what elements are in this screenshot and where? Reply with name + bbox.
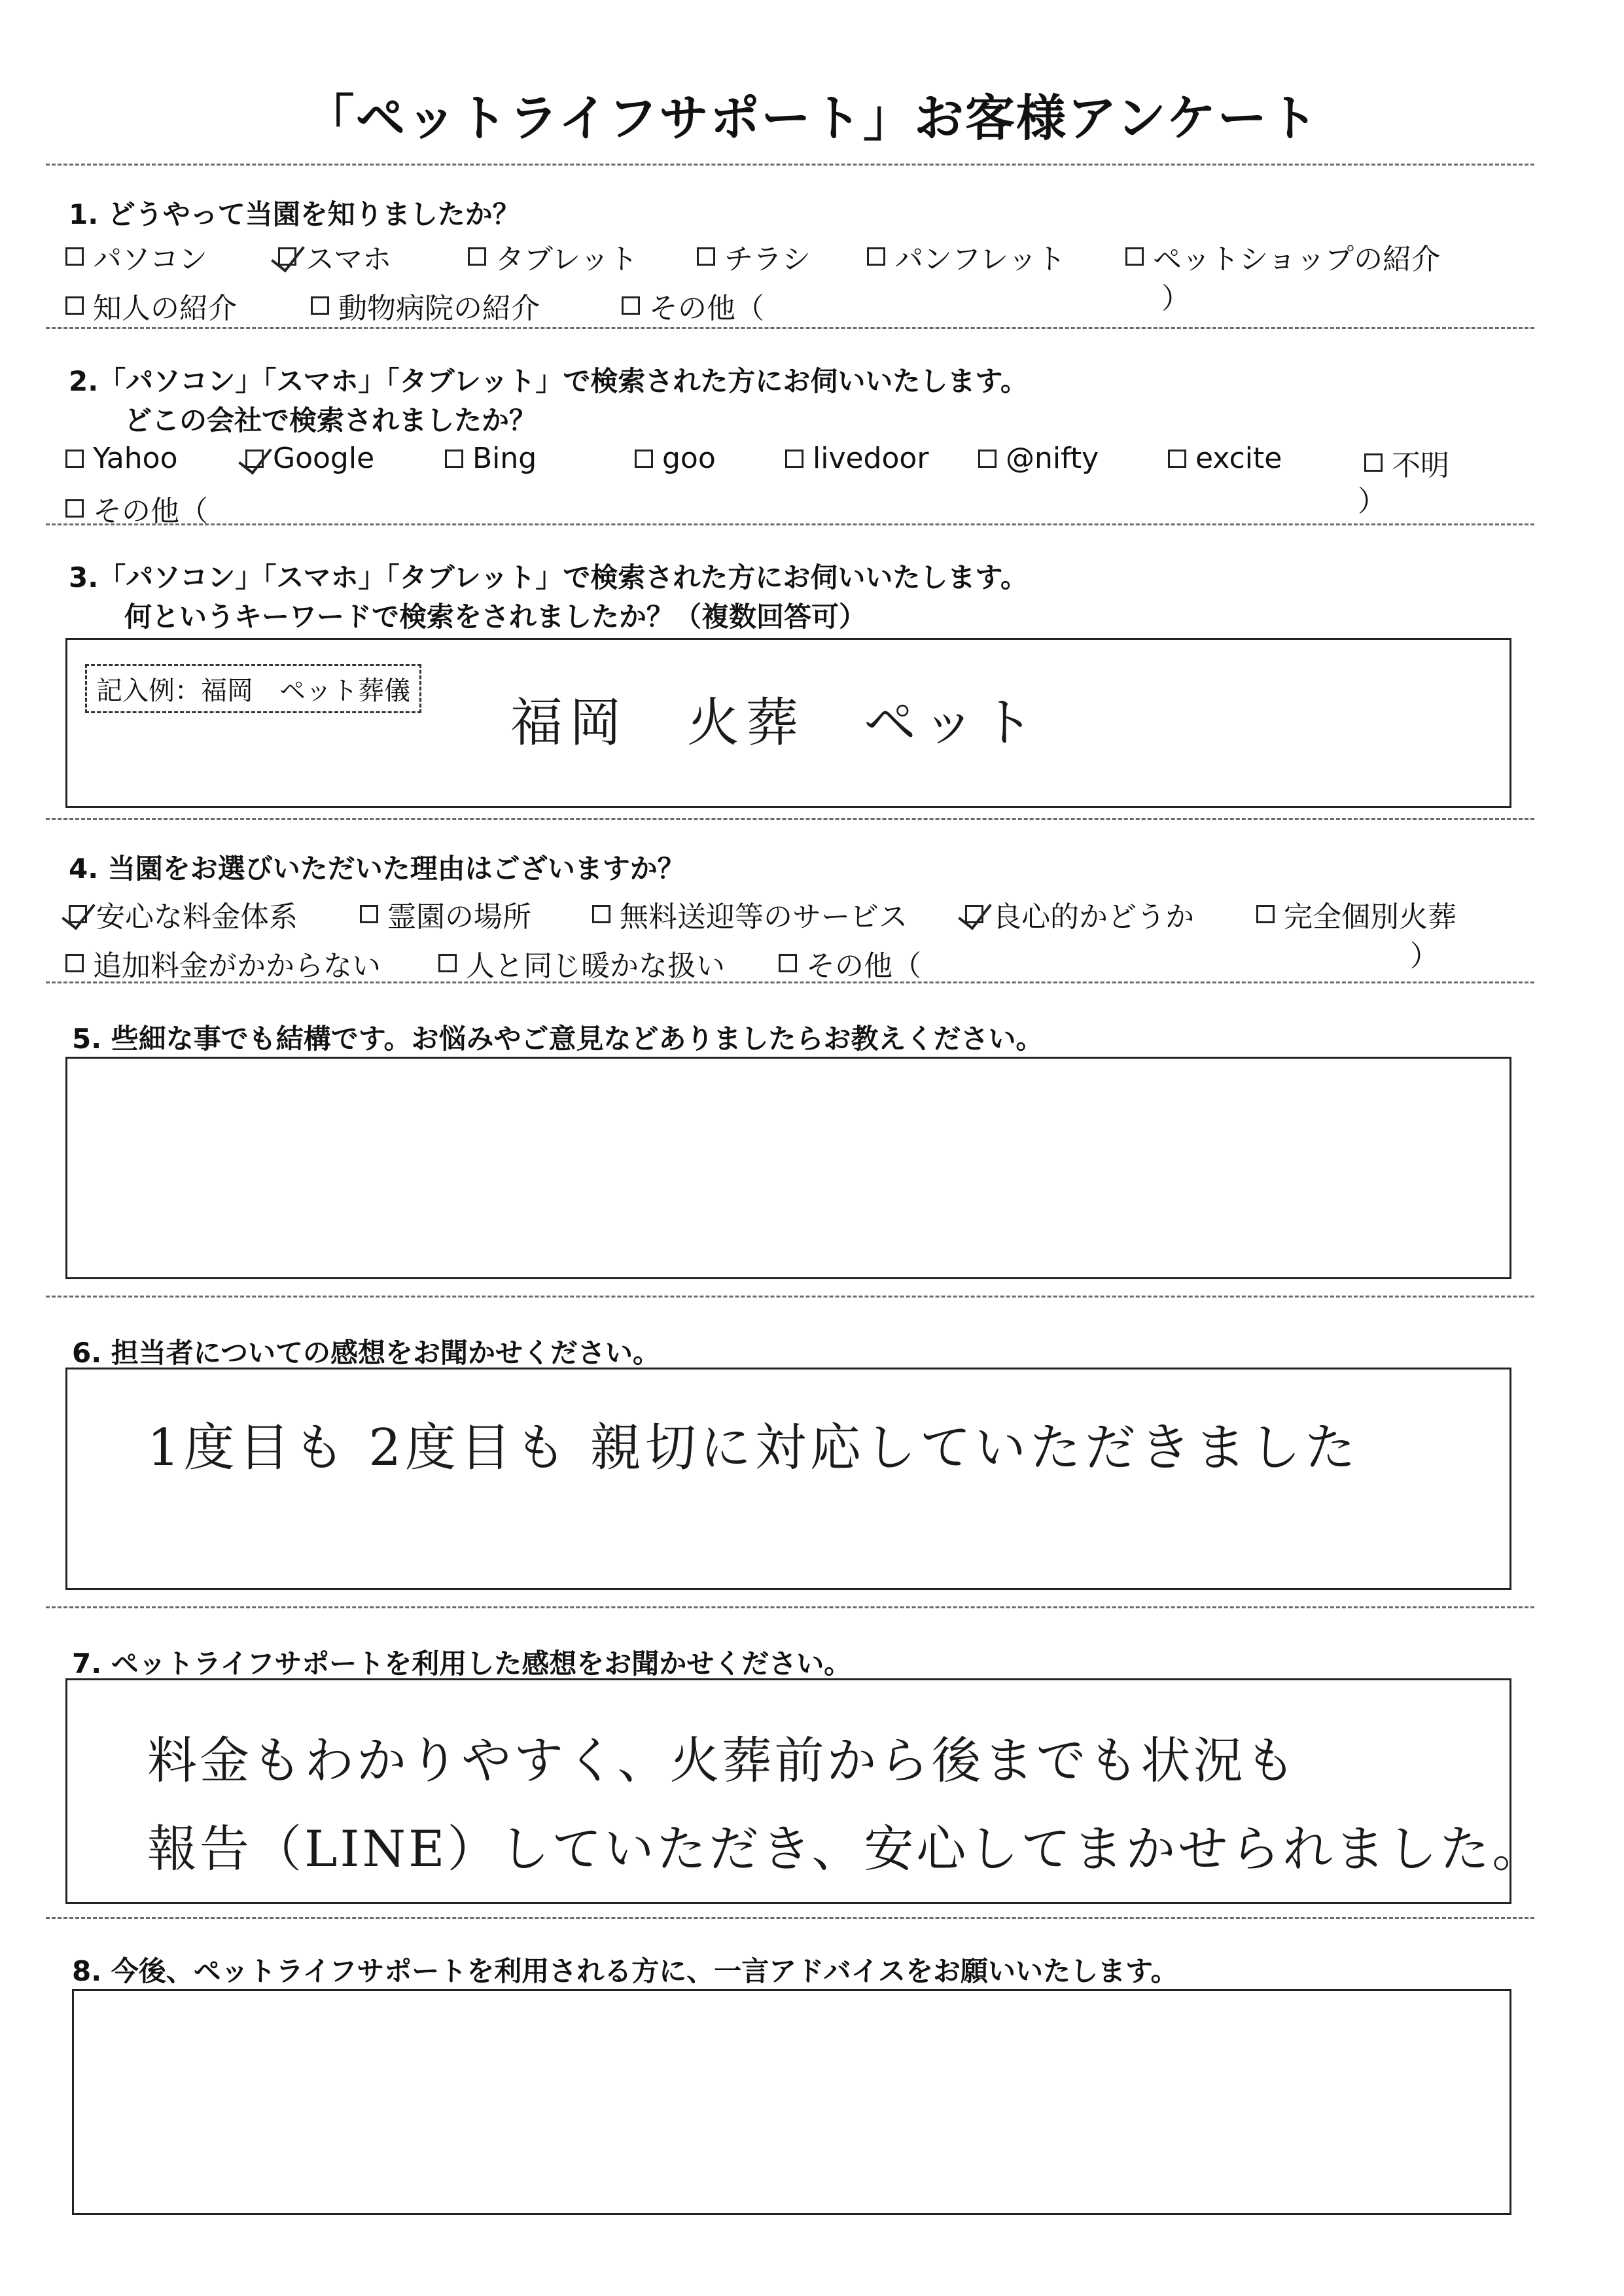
checkbox[interactable] [779,954,797,972]
q4-option-price[interactable]: 安心な料金体系 [69,893,298,935]
q5-question: 5. 些細な事でも結構です。お悩みやご意見などありましたらお教えください。 [72,1023,1044,1055]
q5-answer-box[interactable] [65,1057,1511,1279]
q6-handwritten-answer: 1度目も 2度目も 親切に対応していただきました [147,1419,1360,1477]
q1-option-petshop[interactable]: ペットショップの紹介 [1125,236,1440,277]
separator [46,1917,1534,1919]
q2-question-line2: どこの会社で検索されましたか？ [124,404,537,436]
checkbox[interactable] [592,905,610,923]
q8-answer-box[interactable] [72,1989,1511,2215]
q1-option-acquaintance[interactable]: 知人の紹介 [65,285,237,327]
checkbox[interactable] [622,296,640,315]
checkbox[interactable] [65,499,84,518]
q4-option-individual-cremation[interactable]: 完全個別火葬 [1256,893,1456,935]
checkbox-checked[interactable] [245,450,264,468]
q7-question: 7. ペットライフサポートを利用した感想をお聞かせください。 [72,1648,852,1680]
q3-handwritten-answer: 福岡 火葬 ペット [510,692,1040,753]
checkbox[interactable] [697,247,715,266]
checkbox[interactable] [635,450,653,468]
checkbox[interactable] [1125,247,1144,266]
q2-option-nifty[interactable]: @nifty [978,442,1099,475]
checkbox[interactable] [65,296,84,315]
q2-close-paren: ） [1358,485,1386,518]
q1-option-pc[interactable]: パソコン [65,236,207,277]
checkbox[interactable] [468,247,486,266]
checkbox[interactable] [65,247,84,266]
q1-question: 1. どうやって当園を知りましたか？ [69,198,520,230]
q2-option-excite[interactable]: excite [1168,442,1282,475]
checkbox[interactable] [445,450,463,468]
q1-option-smartphone[interactable]: スマホ [278,236,391,277]
q4-option-location[interactable]: 霊園の場所 [360,893,531,935]
q2-option-bing[interactable]: Bing [445,442,537,475]
q4-option-warm-treatment[interactable]: 人と同じ暖かな扱い [438,942,725,984]
q3-question-line2: 何というキーワードで検索をされましたか？（複数回答可） [124,601,867,633]
q1-option-vet[interactable]: 動物病院の紹介 [311,285,540,327]
separator [46,981,1534,983]
checkbox[interactable] [867,247,885,266]
q3-question-line1: 3.「パソコン」「スマホ」「タブレット」で検索された方にお伺いいたします。 [69,561,1029,593]
q4-question: 4. 当園をお選びいただいた理由はございますか？ [69,853,685,885]
q8-answer [654,2015,655,2016]
q4-option-free-pickup[interactable]: 無料送迎等のサービス [592,893,908,935]
separator [46,1296,1534,1298]
checkbox[interactable] [65,954,84,972]
q2-option-unknown[interactable]: 不明 [1364,442,1449,484]
q7-handwritten-answer-line2: 報告（LINE）していただき、安心してまかせられました。 [147,1820,1545,1878]
q8-question: 8. 今後、ペットライフサポートを利用される方に、一言アドバイスをお願いいたします。 [72,1955,1178,1987]
q5-answer [654,1086,655,1087]
q1-option-pamphlet[interactable]: パンフレット [867,236,1066,277]
q1-option-flyer[interactable]: チラシ [697,236,811,277]
separator [46,818,1534,820]
checkbox[interactable] [360,905,378,923]
checkbox-checked[interactable] [965,905,983,923]
q2-question-line1: 2.「パソコン」「スマホ」「タブレット」で検索された方にお伺いいたします。 [69,365,1029,397]
q2-option-yahoo[interactable]: Yahoo [65,442,178,475]
q2-option-google[interactable]: Google [245,442,374,475]
q4-close-paren: ） [1410,940,1439,973]
checkbox[interactable] [1168,450,1186,468]
checkbox[interactable] [438,954,457,972]
q4-option-conscientious[interactable]: 良心的かどうか [965,893,1194,935]
checkbox-checked[interactable] [69,905,87,923]
q1-close-paren: ） [1161,282,1190,315]
separator [46,164,1534,166]
checkbox[interactable] [1256,905,1275,923]
q3-example: 記入例：福岡 ペット葬儀 [85,664,421,713]
checkbox[interactable] [785,450,803,468]
q2-option-goo[interactable]: goo [635,442,716,475]
q6-question: 6. 担当者についての感想をお聞かせください。 [72,1337,660,1369]
q2-option-other[interactable]: その他（ [65,487,208,529]
survey-title: 「ペットライフサポート」お客様アンケート [304,89,1320,147]
q1-option-other[interactable]: その他（ [622,285,764,327]
checkbox[interactable] [65,450,84,468]
checkbox[interactable] [1364,453,1383,472]
checkbox[interactable] [311,296,329,315]
separator [46,327,1534,329]
q2-option-livedoor[interactable]: livedoor [785,442,928,475]
separator [46,1606,1534,1608]
q7-handwritten-answer-line1: 料金もわかりやすく、火葬前から後までも状況も [147,1731,1298,1790]
q1-option-tablet[interactable]: タブレット [468,236,638,277]
q4-option-no-extra-fee[interactable]: 追加料金がかからない [65,942,381,984]
q4-option-other[interactable]: その他（ [779,942,921,984]
checkbox[interactable] [978,450,997,468]
checkbox-checked[interactable] [278,247,296,266]
separator [46,523,1534,525]
